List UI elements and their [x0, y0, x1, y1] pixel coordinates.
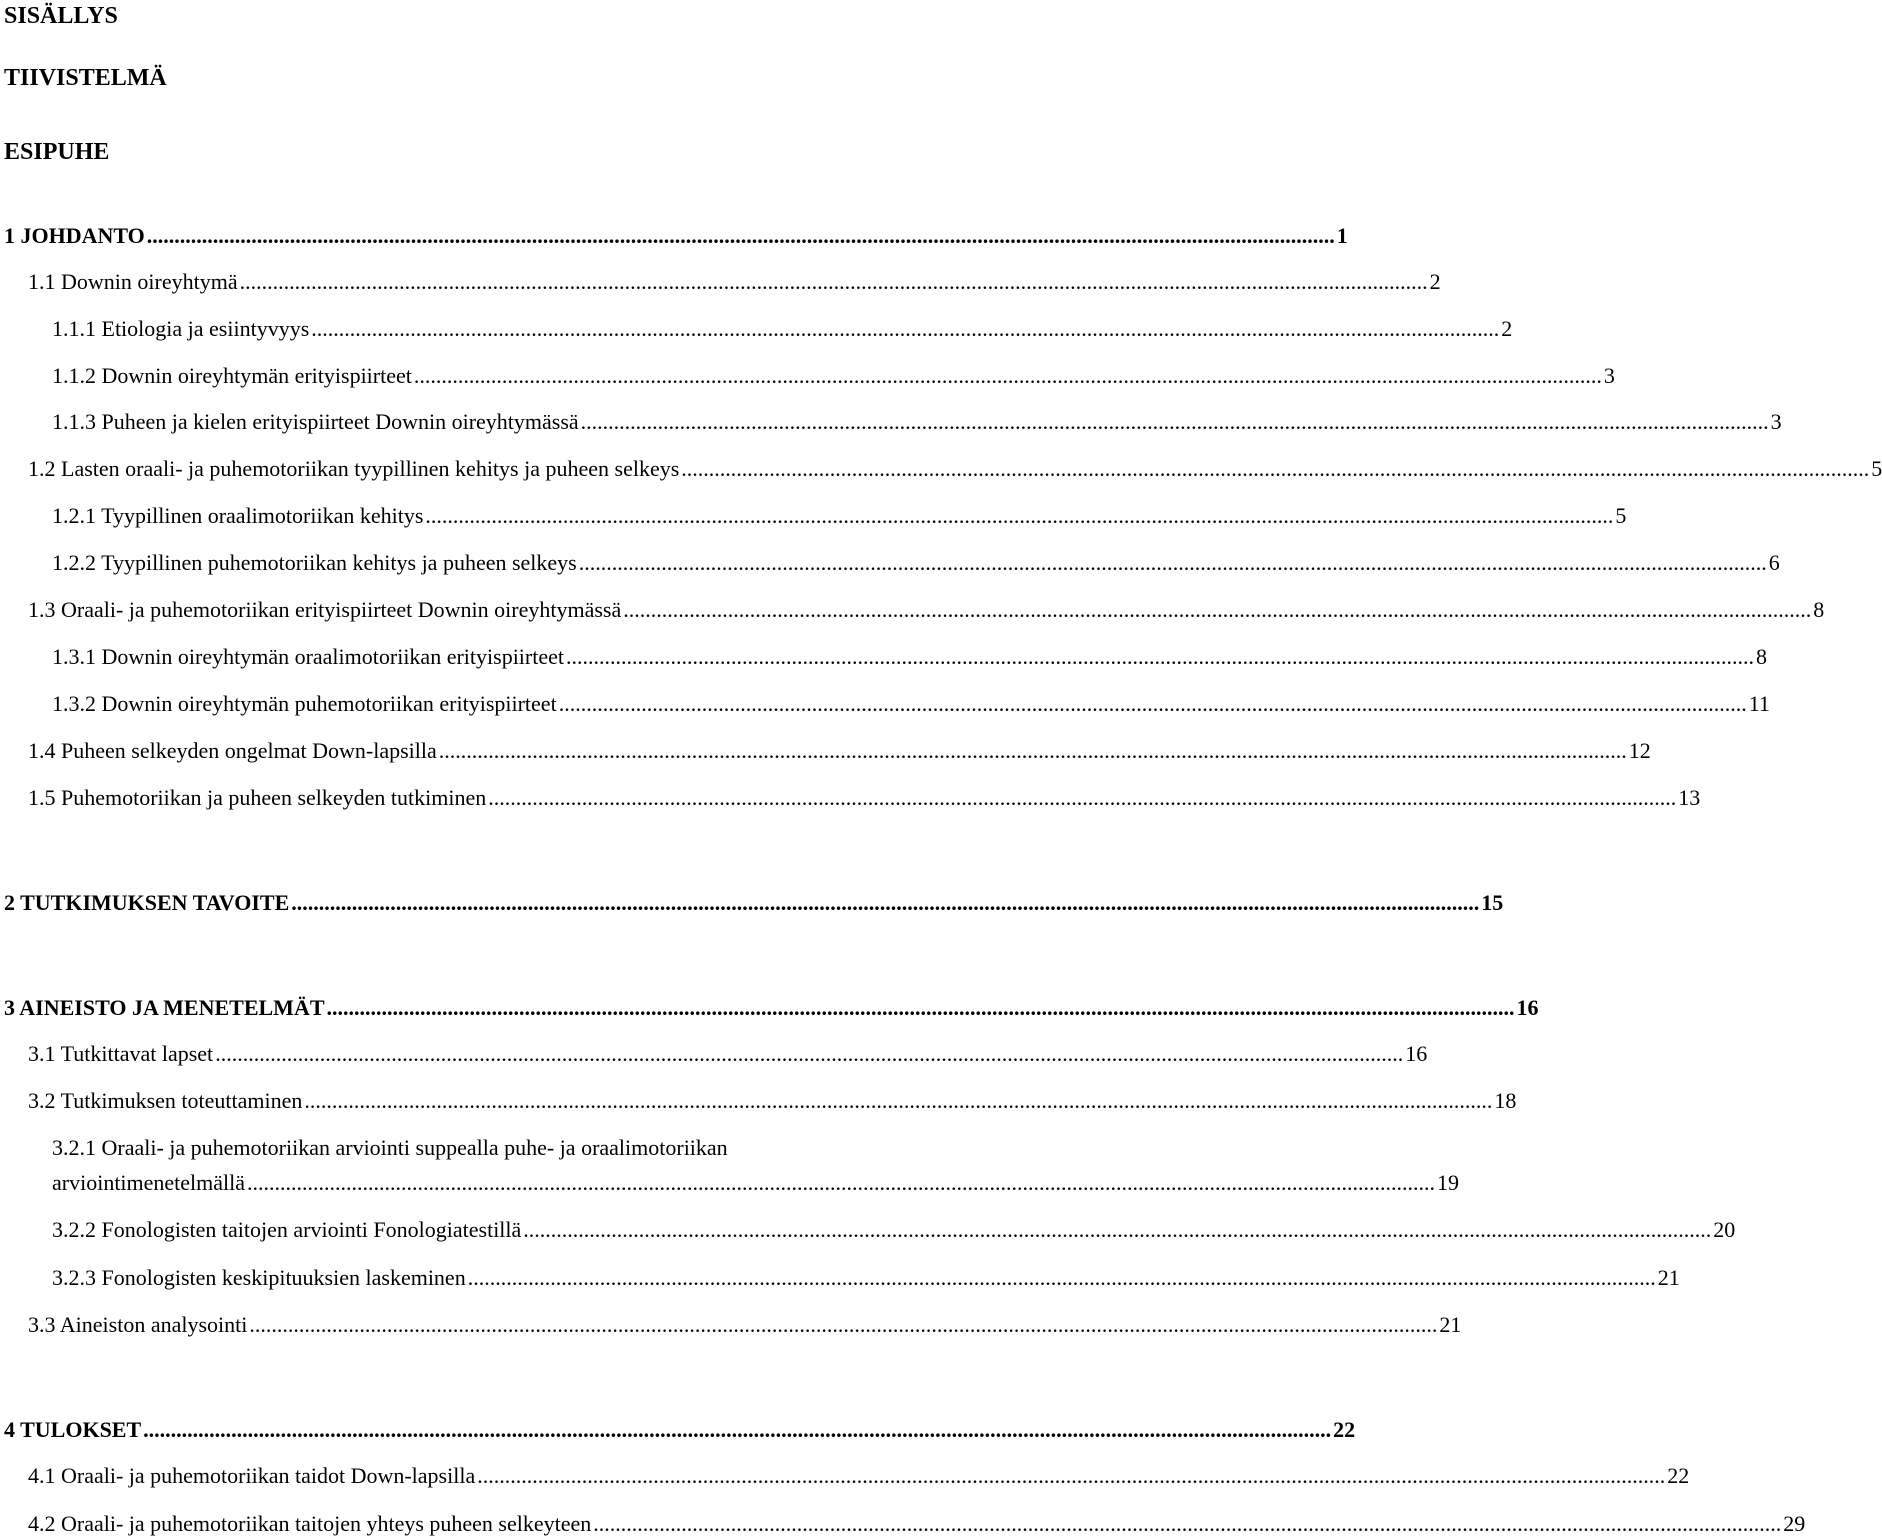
toc-entry-aineisto-ja-menetelmat[interactable] — [4, 994, 1539, 1022]
toc-page-number: 29 — [1783, 1511, 1806, 1536]
contents-heading: SISÄLLYS — [4, 3, 118, 29]
dot-leader: ........................................................................................................................................................................................................................ — [425, 503, 1614, 528]
dot-leader: ........................................................................................................................................................................................................................ — [477, 1463, 1666, 1488]
toc-page-number: 11 — [1748, 691, 1770, 716]
toc-page-number: 16 — [1405, 1041, 1428, 1066]
abstract-heading: TIIVISTELMÄ — [4, 65, 167, 91]
toc-page-number: 19 — [1437, 1170, 1460, 1195]
toc-entry-title: 4.2 Oraali- ja puhemotoriikan taitojen yhteys puheen selkeyteen — [28, 1511, 592, 1536]
dot-leader: ........................................................................................................................................................................................................................ — [593, 1511, 1782, 1536]
toc-page-number: 22 — [1667, 1463, 1690, 1488]
toc-page-number: 15 — [1481, 890, 1504, 915]
toc-page-number: 2 — [1501, 316, 1513, 341]
preface-heading: ESIPUHE — [4, 139, 110, 165]
toc-page-number: 8 — [1756, 644, 1767, 669]
toc-page-number: 13 — [1678, 785, 1701, 810]
toc-entry-1-3-2[interactable] — [52, 690, 1770, 718]
toc-entry-title: 3.1 Tutkittavat lapset — [28, 1041, 214, 1066]
toc-entry-title: 3.2.2 Fonologisten taitojen arviointi Fonologiatestillä — [52, 1217, 522, 1242]
dot-leader: ........................................................................................................................................................................................................................ — [304, 1088, 1493, 1113]
toc-entry-title: 1 JOHDANTO — [4, 223, 145, 248]
dot-leader: ........................................................................................................................................................................................................................ — [291, 890, 1480, 915]
toc-entry-title: 1.1.1 Etiologia ja esiintyvyys — [52, 316, 310, 341]
toc-entry-title: 3.2.3 Fonologisten keskipituuksien laskeminen — [52, 1265, 466, 1290]
toc-entry-3-2-1-first-line: 3.2.1 Oraali- ja puhemotoriikan arviointi suppealla puhe- ja oraalimotoriikan — [52, 1135, 728, 1160]
toc-page-number: 18 — [1494, 1088, 1517, 1113]
dot-leader: ........................................................................................................................................................................................................................ — [247, 1170, 1436, 1195]
toc-entry-1-1-3[interactable] — [52, 408, 1782, 436]
dot-leader: ........................................................................................................................................................................................................................ — [249, 1312, 1438, 1337]
dot-leader: ........................................................................................................................................................................................................................ — [580, 409, 1769, 434]
toc-entry-title: 1.3.2 Downin oireyhtymän puhemotoriikan erityispiirteet — [52, 691, 557, 716]
toc-page-number: 3 — [1603, 363, 1615, 388]
toc-entry-title: 2 TUTKIMUKSEN TAVOITE — [4, 890, 290, 915]
dot-leader: ........................................................................................................................................................................................................................ — [623, 597, 1812, 622]
toc-entry-title: 4 TULOKSET — [4, 1417, 142, 1442]
toc-entry-3-2-1[interactable] — [52, 1169, 1460, 1197]
toc-entry-title: 1.4 Puheen selkeyden ongelmat Down-lapsilla — [28, 738, 437, 763]
toc-entry-1-3[interactable] — [28, 596, 1825, 624]
dot-leader: ........................................................................................................................................................................................................................ — [311, 316, 1500, 341]
dot-leader: ........................................................................................................................................................................................................................ — [326, 995, 1515, 1020]
toc-page-number: 16 — [1516, 995, 1539, 1020]
toc-entry-title: arviointimenetelmällä — [52, 1170, 246, 1195]
toc-page-number: 3 — [1770, 409, 1782, 434]
toc-entry-title: 1.1.2 Downin oireyhtymän erityispiirteet — [52, 363, 412, 388]
toc-page-number: 6 — [1768, 550, 1780, 575]
toc-entry-1-1-1[interactable] — [52, 315, 1513, 343]
toc-page-number: 5 — [1871, 456, 1882, 481]
dot-leader: ........................................................................................................................................................................................................................ — [578, 550, 1767, 575]
toc-page-number: 12 — [1628, 738, 1651, 763]
toc-entry-title: 3.3 Aineiston analysointi — [28, 1312, 248, 1337]
toc-entry-1-5[interactable] — [28, 784, 1701, 812]
dot-leader: ........................................................................................................................................................................................................................ — [143, 1417, 1332, 1442]
toc-entry-title: 1.1.3 Puheen ja kielen erityispiirteet Downin oireyhtymässä — [52, 409, 579, 434]
toc-page-number: 2 — [1429, 269, 1441, 294]
toc-entry-title: 1.1 Downin oireyhtymä — [28, 269, 238, 294]
toc-entry-title: 1.2 Lasten oraali- ja puhemotoriikan tyypillinen kehitys ja puheen selkeys — [28, 456, 680, 481]
toc-entry-1-4[interactable] — [28, 737, 1651, 765]
toc-page-number: 22 — [1333, 1417, 1356, 1442]
toc-entry-3-2-3[interactable] — [52, 1264, 1680, 1292]
toc-page-number: 20 — [1713, 1217, 1736, 1242]
toc-page-number: 21 — [1657, 1265, 1680, 1290]
toc-entry-title: 3 AINEISTO JA MENETELMÄT — [4, 995, 325, 1020]
toc-entry-1-1[interactable] — [28, 268, 1441, 296]
toc-entry-1-3-1[interactable] — [52, 643, 1767, 671]
dot-leader: ........................................................................................................................................................................................................................ — [146, 223, 1335, 248]
toc-entry-4-1[interactable] — [28, 1462, 1690, 1490]
toc-entry-4-2[interactable] — [28, 1510, 1806, 1538]
toc-entry-title: 1.2.2 Tyypillinen puhemotoriikan kehitys ja puheen selkeys — [52, 550, 577, 575]
toc-entry-3-3[interactable] — [28, 1311, 1462, 1339]
toc-entry-1-2[interactable] — [28, 455, 1882, 483]
dot-leader: ........................................................................................................................................................................................................................ — [438, 738, 1627, 763]
dot-leader: ........................................................................................................................................................................................................................ — [558, 691, 1747, 716]
dot-leader: ........................................................................................................................................................................................................................ — [215, 1041, 1404, 1066]
toc-entry-3-1[interactable] — [28, 1040, 1428, 1068]
toc-entry-1-2-2[interactable] — [52, 549, 1780, 577]
dot-leader: ........................................................................................................................................................................................................................ — [413, 363, 1602, 388]
toc-entry-3-2-2[interactable] — [52, 1216, 1736, 1244]
dot-leader: ........................................................................................................................................................................................................................ — [239, 269, 1428, 294]
dot-leader: ........................................................................................................................................................................................................................ — [523, 1217, 1712, 1242]
toc-entry-title: 1.5 Puhemotoriikan ja puheen selkeyden tutkiminen — [28, 785, 487, 810]
toc-entry-1-2-1[interactable] — [52, 502, 1627, 530]
toc-entry-title: 1.3 Oraali- ja puhemotoriikan erityispiirteet Downin oireyhtymässä — [28, 597, 622, 622]
dot-leader: ........................................................................................................................................................................................................................ — [566, 644, 1754, 669]
toc-entry-1-1-2[interactable] — [52, 362, 1615, 390]
toc-entry-johdanto[interactable] — [4, 222, 1348, 250]
toc-entry-title: 3.2 Tutkimuksen toteuttaminen — [28, 1088, 303, 1113]
toc-entry-title: 4.1 Oraali- ja puhemotoriikan taidot Down-lapsilla — [28, 1463, 476, 1488]
toc-page-number: 5 — [1615, 503, 1627, 528]
toc-entry-tulokset[interactable] — [4, 1416, 1356, 1444]
toc-page-number: 1 — [1336, 223, 1348, 248]
toc-entry-title: 1.3.1 Downin oireyhtymän oraalimotoriikan erityispiirteet — [52, 644, 564, 669]
toc-page-number: 21 — [1439, 1312, 1462, 1337]
toc-page-number: 8 — [1813, 597, 1825, 622]
dot-leader: ........................................................................................................................................................................................................................ — [681, 456, 1870, 481]
toc-entry-tutkimuksen-tavoite[interactable] — [4, 889, 1504, 917]
toc-entry-title: 1.2.1 Tyypillinen oraalimotoriikan kehitys — [52, 503, 424, 528]
dot-leader: ........................................................................................................................................................................................................................ — [488, 785, 1677, 810]
dot-leader: ........................................................................................................................................................................................................................ — [467, 1265, 1656, 1290]
toc-entry-3-2[interactable] — [28, 1087, 1517, 1115]
